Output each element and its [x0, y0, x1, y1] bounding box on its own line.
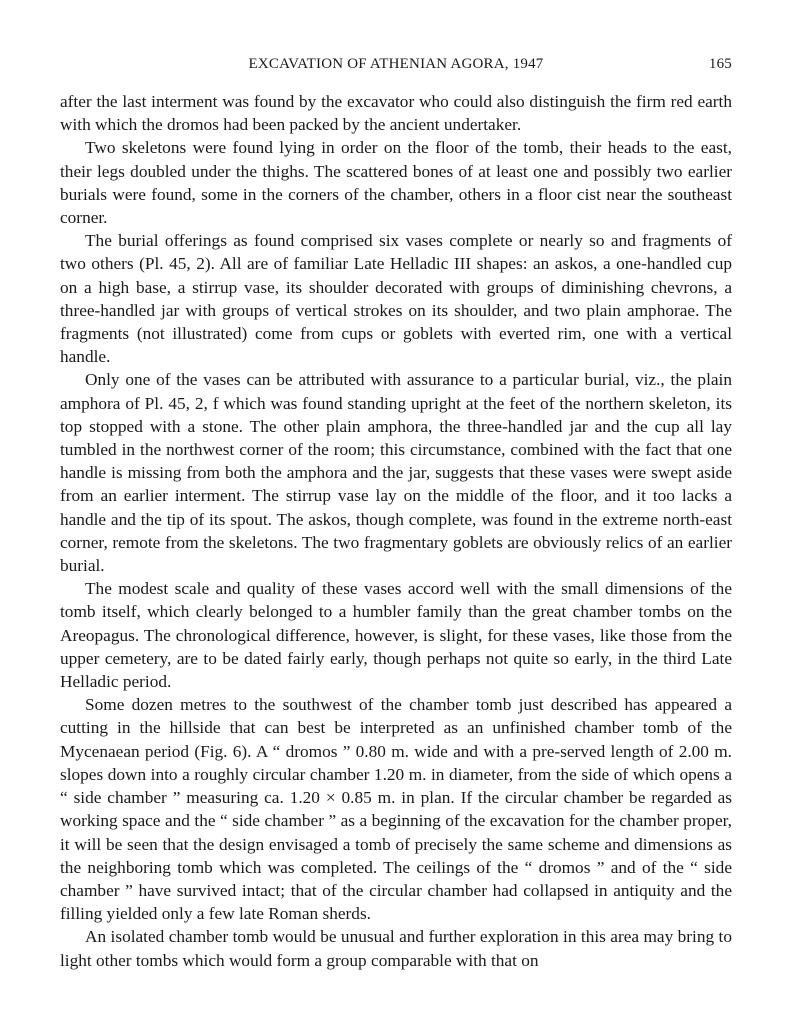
page-number: 165 — [708, 56, 732, 72]
paragraph-skeletons: Two skeletons were found lying in order on the floor of the tomb, their heads to the east, their legs doubled under the thighs. The scattered bones of at least one and possibly two earlier burials were found, some in the corners of the chamber, others in a floor cist near the southeast corner. — [60, 138, 732, 228]
paragraph-vase-attribution: Only one of the vases can be attributed with assurance to a particular burial, viz., the plain amphora of Pl. 45, 2, f which was found standing upright at the feet of the northern skeleton, its top stopped with a stone. The other plain amphora, the three-handled jar and the cup all lay tumbled in the northwest corner of the room; this circumstance, combined with the fact that one handle is missing from both the amphora and the jar, suggests that these vases were swept aside from an earlier interment. The stirrup vase lay on the middle of the floor, and it too lacks a handle and the tip of its spout. The askos, though complete, was found in the extreme north-east corner, remote from the skeletons. The two fragmentary goblets are obviously relics of an earlier burial. — [60, 370, 732, 576]
paragraph-isolated-tomb: An isolated chamber tomb would be unusual and further exploration in this area may bring to light other tombs which would form a group comparable with that on — [60, 927, 732, 970]
running-head — [60, 56, 732, 78]
paragraph-burial-offerings: The burial offerings as found comprised six vases complete or nearly so and fragments of two others (Pl. 45, 2). All are of familiar Late Helladic III shapes: an askos, a one-handled cup on a high base, a stirrup vase, its shoulder decorated with groups of diminishing chevrons, a three-handled jar with groups of vertical strokes on its shoulder, and two plain amphorae. The fragments (not illustrated) come from cups or goblets with everted rim, one with a vertical handle. — [60, 231, 732, 367]
paragraph-scale-quality: The modest scale and quality of these vases accord well with the small dimensions of the tomb itself, which clearly belonged to a humbler family than the great chamber tombs on the Areopagus. The chronological difference, however, is slight, for these vases, like those from the upper cemetery, are to be dated fairly early, though perhaps not quite so early, in the third Late Helladic period. — [60, 579, 732, 692]
paragraph-unfinished-tomb: Some dozen metres to the southwest of the chamber tomb just described has appeared a cutting in the hillside that can best be interpreted as an unfinished chamber tomb of the Mycenaean period (Fig. 6). A “ dromos ” 0.80 m. wide and with a pre-served length of 2.00 m. slopes down into a roughly circular chamber 1.20 m. in diameter, from the side of which opens a “ side chamber ” measuring ca. 1.20 × 0.85 m. in plan. If the circular chamber be regarded as working space and the “ side chamber ” as a beginning of the excavation for the chamber proper, it will be seen that the design envisaged a tomb of precisely the same scheme and dimensions as the neighboring tomb which was completed. The ceilings of the “ dromos ” and of the “ side chamber ” have survived intact; that of the circular chamber had collapsed in antiquity and the filling yielded only a few late Roman sherds. — [60, 695, 732, 924]
running-title: EXCAVATION OF ATHENIAN AGORA, 1947 — [248, 56, 544, 72]
paragraph-continued: after the last interment was found by the excavator who could also distinguish the firm red earth with which the dromos had been packed by the ancient undertaker. — [60, 92, 732, 135]
body-text — [60, 90, 732, 972]
